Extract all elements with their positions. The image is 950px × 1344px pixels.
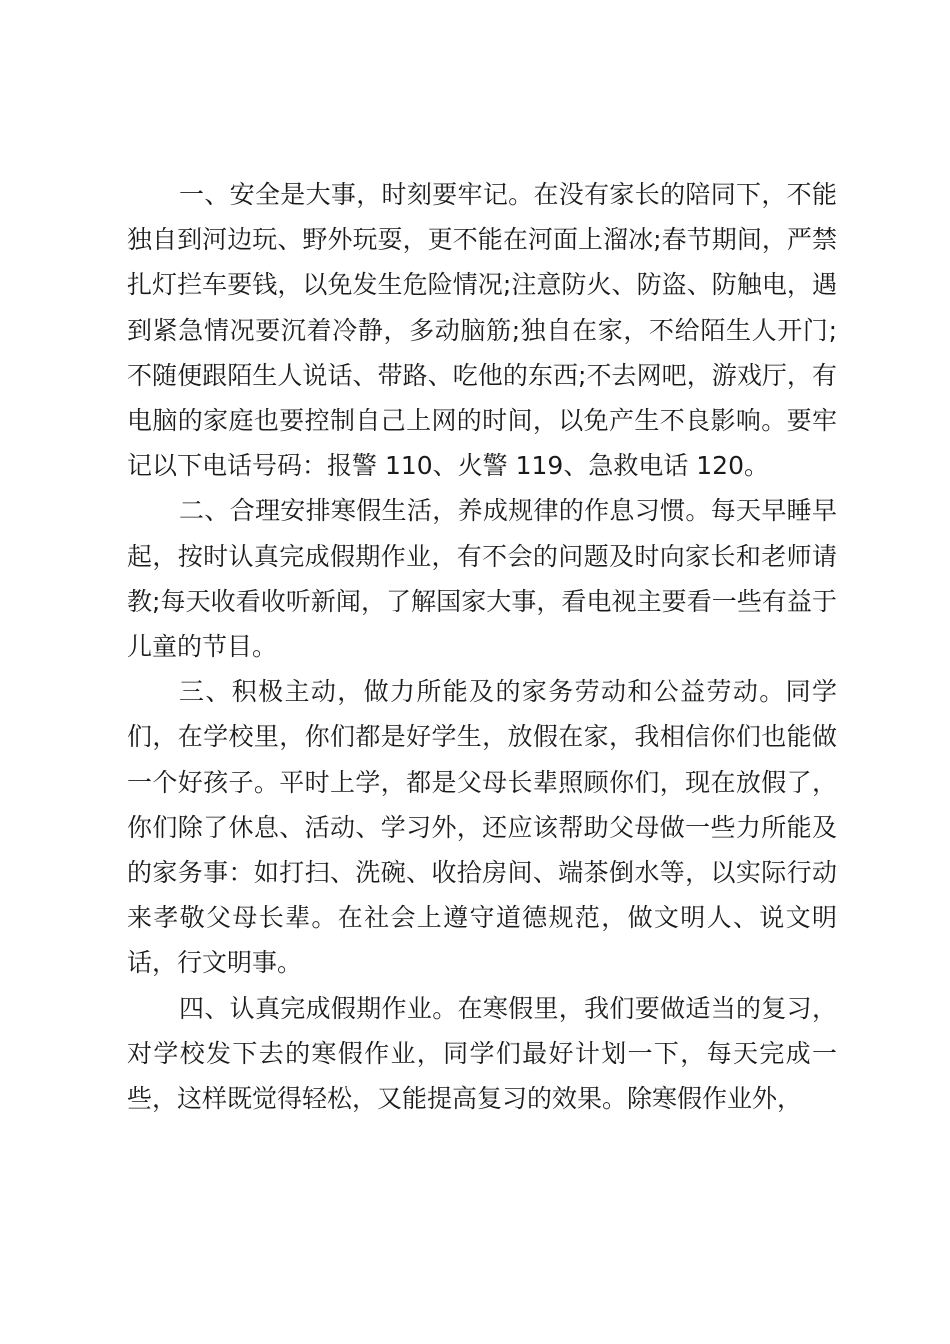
paragraph-schedule: 二、合理安排寒假生活，养成规律的作息习惯。每天早睡早起，按时认真完成假期作业，有不会的问题及时向家长和老师请教;每天收看收听新闻，了解国家大事，看电视主要看一些有益于儿童的节目。 bbox=[127, 496, 837, 662]
paragraph-housework: 三、积极主动，做力所能及的家务劳动和公益劳动。同学们，在学校里，你们都是好学生，放假在家，我相信你们也能做一个好孩子。平时上学，都是父母长辈照顾你们，现在放假了，你们除了休息、活动、学习外，还应该帮助父母做一些力所能及的家务事：如打扫、洗碗、收拾房间、端茶倒水等，以实际行动来孝敬父母长辈。在社会上遵守道德规范，做文明人、说文明话，行文明事。 bbox=[127, 677, 837, 978]
document-body bbox=[127, 172, 837, 1121]
paragraph-safety: 一、安全是大事，时刻要牢记。在没有家长的陪同下，不能独自到河边玩、野外玩耍，更不能在河面上溜冰;春节期间，严禁扎灯拦车要钱，以免发生危险情况;注意防火、防盗、防触电，遇到紧急情况要沉着冷静，多动脑筋;独自在家，不给陌生人开门;不随便跟陌生人说话、带路、吃他的东西;不去网吧，游戏厅，有电脑的家庭也要控制自己上网的时间，以免产生不良影响。要牢记以下电话号码：报警 110、火警 119、急救电话 120。 bbox=[127, 180, 837, 481]
paragraph-homework: 四、认真完成假期作业。在寒假里，我们要做适当的复习，对学校发下去的寒假作业，同学们最好计划一下，每天完成一些，这样既觉得轻松，又能提高复习的效果。除寒假作业外， bbox=[127, 993, 837, 1114]
